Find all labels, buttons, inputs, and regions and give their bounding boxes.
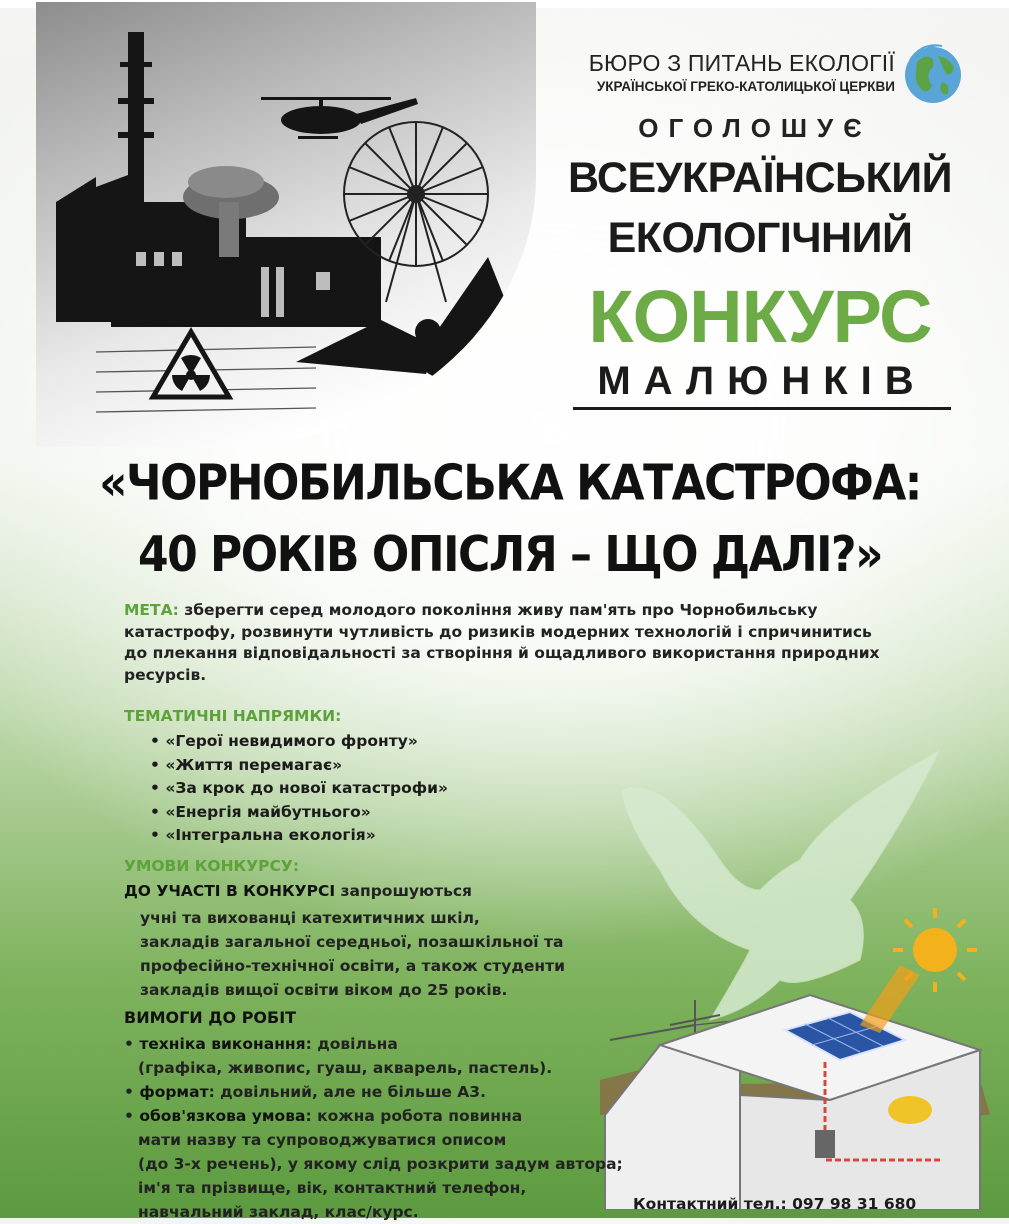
list-item: • «Енергія майбутнього» — [150, 801, 448, 825]
mandatory-line: (до 3-х речень), у якому слід розкрити задум автора; — [138, 1155, 623, 1173]
bureau-name — [560, 50, 895, 94]
mandatory-key: обов'язкова умова — [139, 1107, 306, 1125]
title-line-4: МАЛЮНКІВ — [573, 357, 951, 410]
technique-detail: (графіка, живопис, гуаш, акварель, пастель). — [138, 1059, 553, 1077]
conditions-line: закладів загальної середньої, позашкільної та — [140, 933, 564, 951]
conditions-intro-rest: запрошуються — [340, 882, 473, 900]
conditions-intro — [124, 881, 604, 903]
requirements-title: ВИМОГИ ДО РОБІТ — [124, 1008, 297, 1027]
format-key: формат — [139, 1083, 209, 1101]
conditions-line: закладів вищої освіти віком до 25 років. — [140, 981, 508, 999]
chernobyl-illustration — [36, 2, 536, 447]
technique-key: техніка виконання — [139, 1035, 306, 1053]
conditions-line: учні та вихованці катехитичних шкіл, — [140, 909, 480, 927]
contact-phone: Контактний тел.: 097 98 31 680 — [633, 1195, 917, 1213]
conditions-line: професійно-технічної освіти, а також студенти — [140, 957, 565, 975]
conditions-title: УМОВИ КОНКУРСУ: — [124, 857, 300, 875]
bureau-line-2: УКРАЇНСЬКОЇ ГРЕКО-КАТОЛИЦЬКОЇ ЦЕРКВИ — [596, 79, 895, 94]
format-value: : довільний, але не більше А3. — [208, 1083, 486, 1101]
themes-title: ТЕМАТИЧНІ НАПРЯМКИ: — [124, 707, 342, 725]
announces-label: ОГОЛОШУЄ — [638, 113, 872, 143]
themes-list — [150, 730, 448, 848]
contest-headline — [40, 448, 980, 591]
goal-text: зберегти серед молодого покоління живу пам'ять про Чорнобильську катастрофу, розвинути чутливість до ризиків модерних технологій і спричинитись до плекання відповідальності за створіння й ощадливого використання природних ресурсів. — [124, 601, 880, 684]
headline-line-1: «ЧОРНОБИЛЬСЬКА КАТАСТРОФА: — [99, 454, 921, 512]
list-item: • «Інтегральна екологія» — [150, 824, 448, 848]
goal-paragraph — [124, 600, 884, 686]
requirement-mandatory: • обов'язкова умова: кожна робота повинна мати назву та супроводжуватися описом (до 3-х речень), у якому слід розкрити задум автора; ім'я та прізвище, вік, контактний телефон, навчальний заклад, клас/курс. — [124, 1104, 623, 1224]
mandatory-value: : кожна робота повинна — [305, 1107, 523, 1125]
list-item: • «Герої невидимого фронту» — [150, 730, 448, 754]
technique-value: : довільна — [305, 1035, 398, 1053]
title-line-3: КОНКУРС — [588, 275, 932, 358]
title-line-1: ВСЕУКРАЇНСЬКИЙ — [567, 154, 953, 202]
bureau-line-1: БЮРО З ПИТАНЬ ЕКОЛОГІЇ — [588, 50, 895, 76]
list-item: • «За крок до нової катастрофи» — [150, 777, 448, 801]
conditions-intro-bold: ДО УЧАСТІ В КОНКУРСІ — [124, 882, 336, 900]
conditions-body — [140, 906, 610, 1002]
title-line-2: ЕКОЛОГІЧНИЙ — [607, 214, 913, 262]
requirement-format: • формат: довільний, але не більше А3. — [124, 1083, 486, 1101]
list-item: • «Життя перемагає» — [150, 754, 448, 778]
mandatory-line: мати назву та супроводжуватися описом — [138, 1131, 507, 1149]
mandatory-line: ім'я та прізвище, вік, контактний телефон, — [138, 1179, 527, 1197]
goal-label: МЕТА: — [124, 601, 179, 619]
globe-icon — [902, 40, 964, 106]
requirement-technique: • техніка виконання: довільна (графіка, живопис, гуаш, акварель, пастель). — [124, 1032, 552, 1080]
headline-line-2: 40 РОКІВ ОПІСЛЯ – ЩО ДАЛІ?» — [137, 526, 882, 584]
mandatory-line: навчальний заклад, клас/курс. — [138, 1203, 419, 1221]
dove-solar-house-illustration — [600, 750, 1000, 1210]
